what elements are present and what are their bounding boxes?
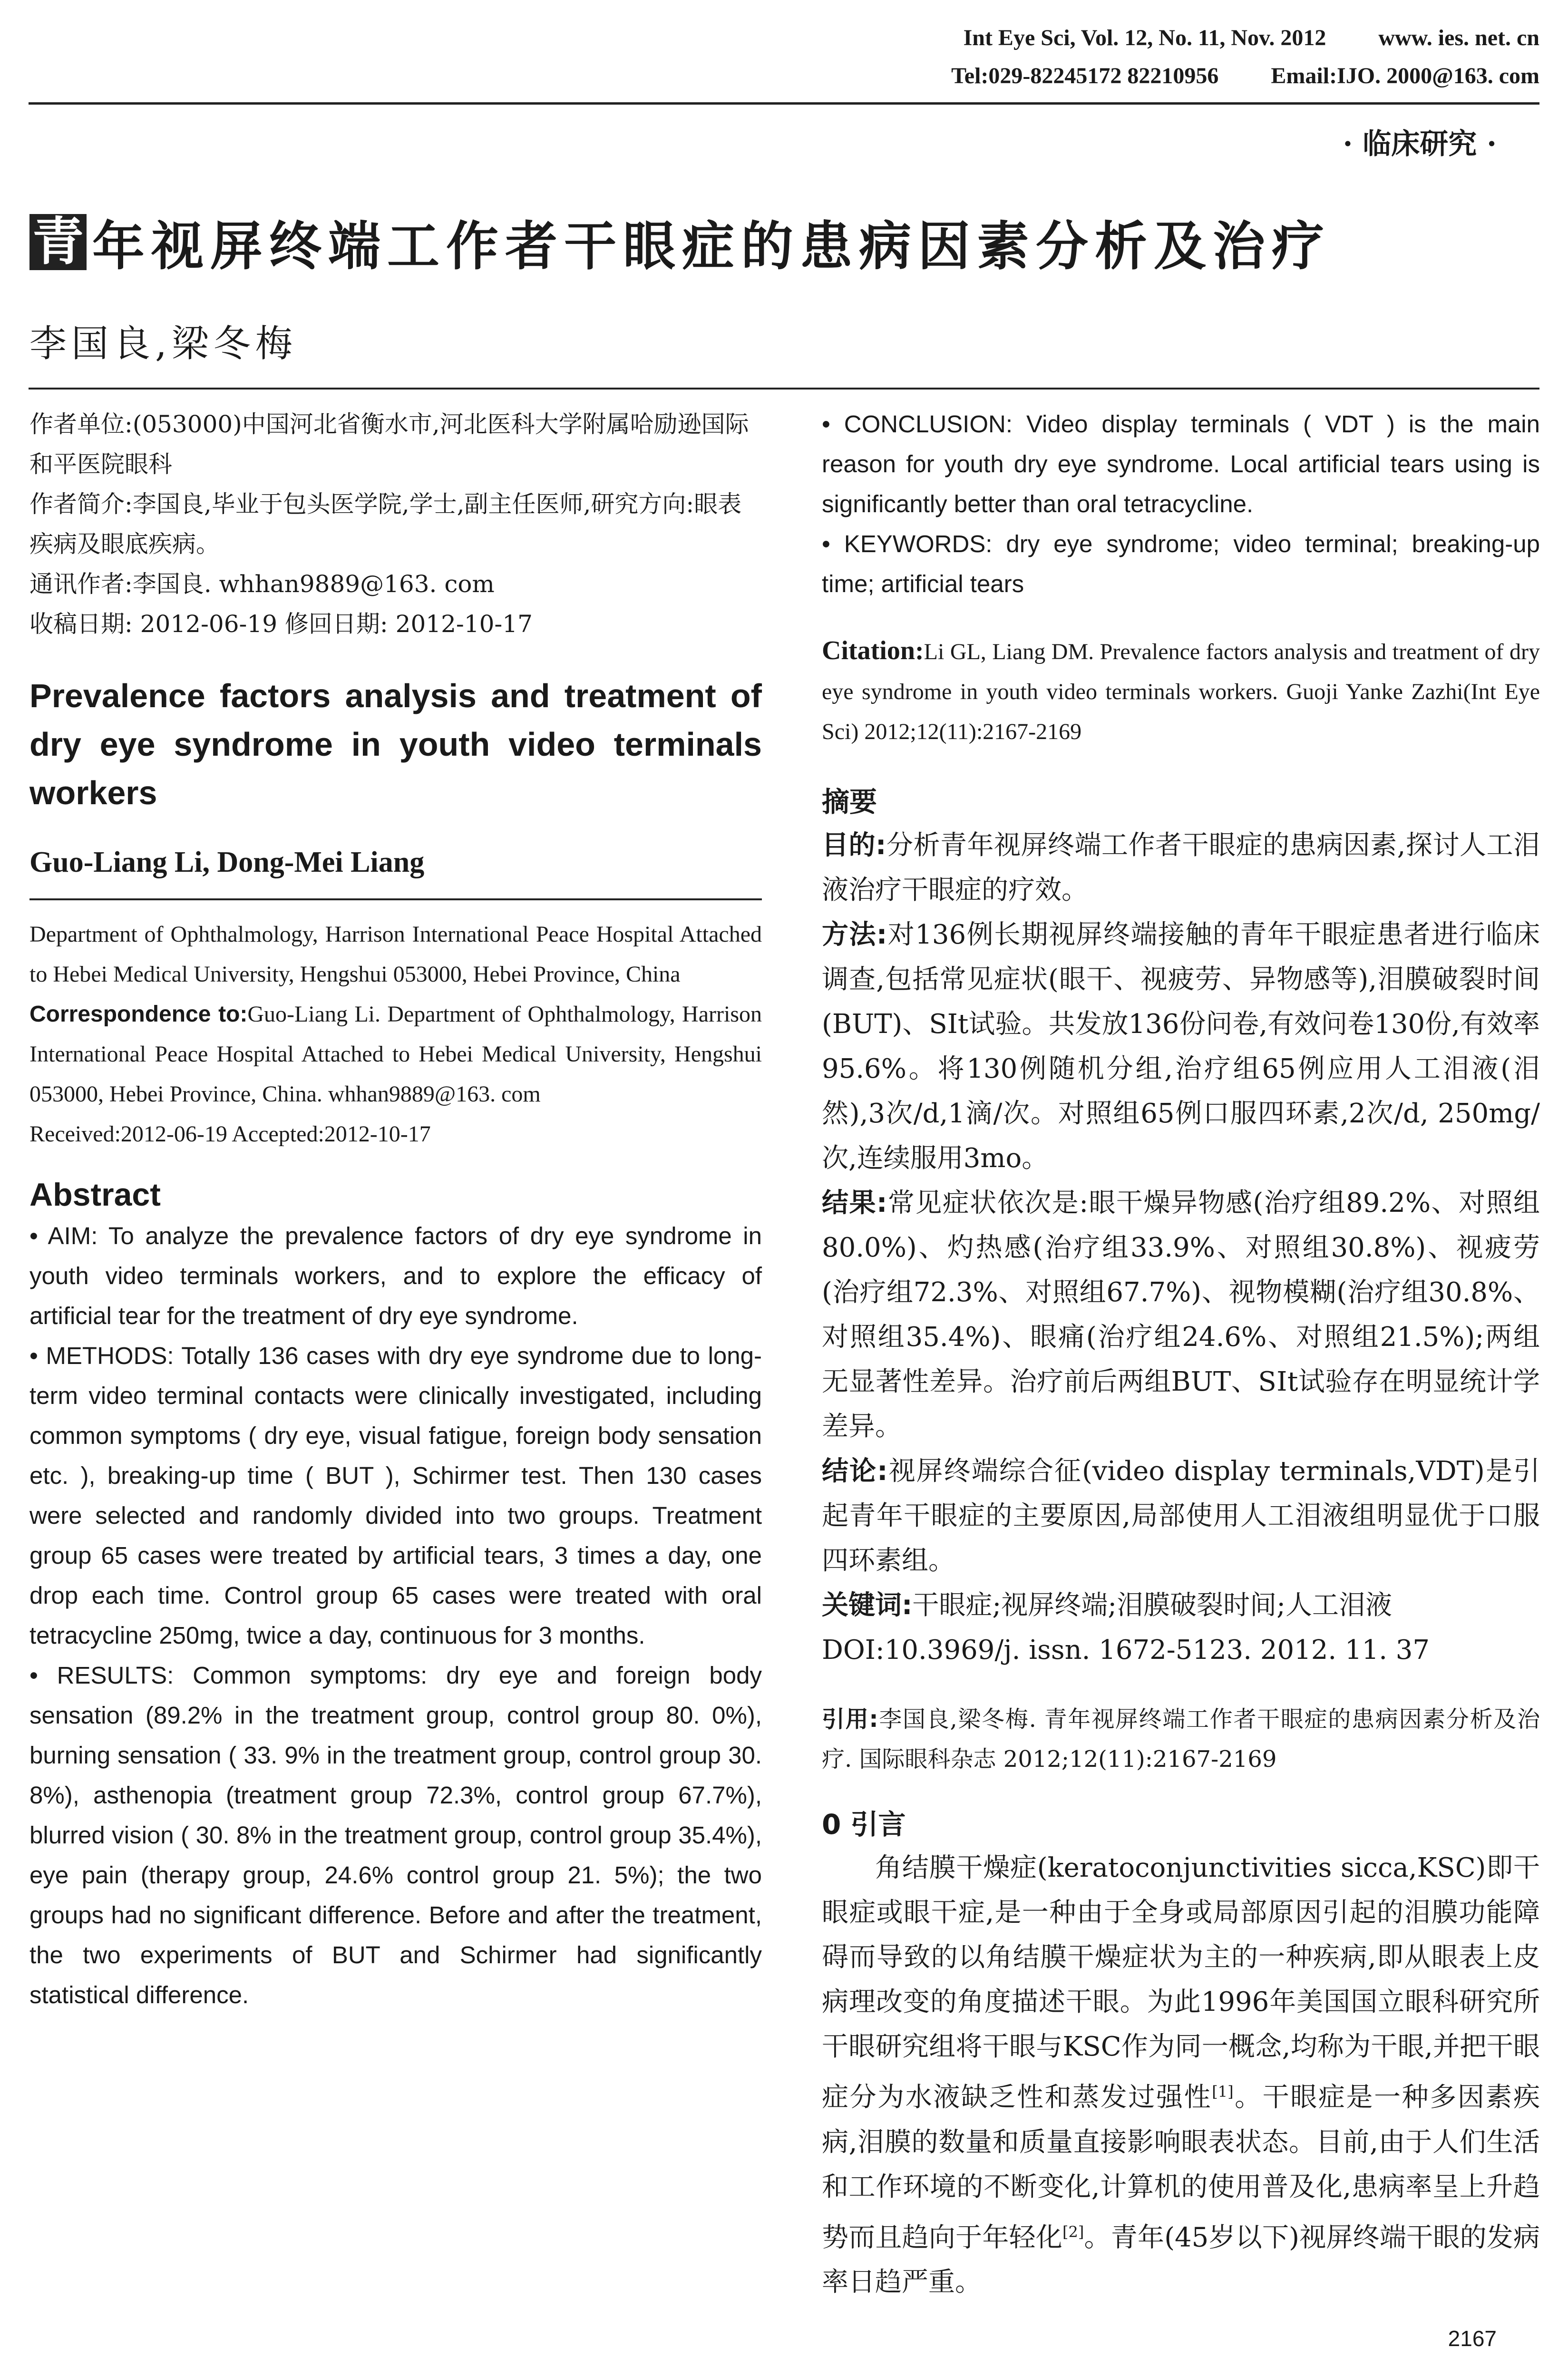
- citation-label: Citation:: [822, 636, 924, 665]
- intro-text-c: 。青年(45岁以下)视屏终端干眼的发病率日趋严重。: [822, 2222, 1540, 2298]
- affiliation: Department of Ophthalmology, Harrison International Peace Hospital Attached to Hebei Medical University, Hengshui 053000, Hebei Province, China: [29, 922, 762, 987]
- received-dates-cn: 收稿日期: 2012-06-19 修回日期: 2012-10-17: [29, 610, 533, 638]
- title-text: 年视屏终端工作者干眼症的患病因素分析及治疗: [92, 216, 1331, 277]
- header-line-1: [911, 25, 1539, 51]
- zh-methods: [822, 913, 1540, 1181]
- right-column: [822, 404, 1540, 2305]
- corresponding-author: 通讯作者:李国良. whhan9889@163. com: [29, 570, 495, 598]
- abstract-body: [29, 1216, 762, 2015]
- doi[interactable]: DOI:10.3969/j. issn. 1672-5123. 2012. 11. 37: [822, 1635, 1430, 1666]
- intro-heading: 0 引言: [822, 1808, 906, 1841]
- zh-results: [822, 1181, 1540, 1449]
- journal-email[interactable]: Email:IJO. 2000@163. com: [1271, 63, 1539, 88]
- zh-citation: [822, 1699, 1540, 1779]
- intro-body: [822, 1846, 1540, 2305]
- correspondence-label: Correspondence to:: [29, 1002, 248, 1027]
- abstract-results: • RESULTS: Common symptoms: dry eye and foreign body sensation (89.2% in the treatment group, control group 80. 0%), burning sensation ( 33. 9% in the treatment group, control group 30. 8%), asthenopia (treatment group 72.3%, control group 67.7%), blurred vision ( 30. 8% in the treatment group, control group 35.4%), eye pain (therapy group, 24.6% control group 21. 5%); the two groups had no significant difference. Before and after the treatment, the two experiments of BUT and Schirmer had significantly statistical difference.: [29, 1662, 762, 2008]
- intro-text-b: 。干眼症是一种多因素疾病,泪膜的数量和质量直接影响眼表状态。目前,由于人们生活和工作环境的不断变化,计算机的使用普及化,患病率呈上升趋势而且趋向于年轻化: [822, 2082, 1540, 2253]
- zh-keywords: [822, 1583, 1540, 1628]
- section-tag: · 临床研究 ·: [1343, 127, 1497, 161]
- zh-aim: [822, 823, 1540, 913]
- zh-results-text: 常见症状依次是:眼干燥异物感(治疗组89.2%、对照组80.0%)、灼热感(治疗组33.9%、对照组30.8%)、视疲劳(治疗组72.3%、对照组67.7%)、视物模糊(治疗组30.8%、对照组35.4%)、眼痛(治疗组24.6%、对照组21.5%);两组无显著性差异。治疗前后两组BUT、SⅠt试验存在明显统计学差异。: [822, 1188, 1540, 1442]
- citation: [822, 631, 1540, 752]
- english-title: Prevalence factors analysis and treatment of dry eye syndrome in youth video terminals workers: [29, 677, 762, 811]
- zh-conclusion-label: 结论:: [822, 1456, 888, 1487]
- reference-2[interactable]: [2]: [1062, 2222, 1084, 2241]
- abstract-keywords: • KEYWORDS: dry eye syndrome; video terminal; breaking-up time; artificial tears: [822, 530, 1540, 597]
- zh-results-label: 结果:: [822, 1188, 887, 1218]
- zh-aim-label: 目的:: [822, 830, 886, 861]
- correspondence: [29, 994, 762, 1114]
- abstract-continued: [822, 404, 1540, 604]
- reference-1[interactable]: [1]: [1212, 2083, 1234, 2101]
- zh-citation-label: 引用:: [822, 1706, 878, 1733]
- journal-tel: Tel:029-82245172 82210956: [951, 63, 1219, 88]
- intro-paragraph: [822, 1846, 1540, 2305]
- header-line-2: [899, 63, 1539, 89]
- author-bio: 作者简介:李国良,毕业于包头医学院,学士,副主任医师,研究方向:眼表疾病及眼底疾病。: [29, 490, 742, 558]
- abstract-conclusion: • CONCLUSION: Video display terminals ( VDT ) is the main reason for youth dry eye syndrome. Local artificial tears using is significantly better than oral tetracycline.: [822, 410, 1540, 517]
- authors-cn: 李国良,梁冬梅: [29, 322, 297, 365]
- zh-methods-text: 对136例长期视屏终端接触的青年干眼症患者进行临床调查,包括常见症状(眼干、视疲劳、异物感等),泪膜破裂时间(BUT)、SⅠt试验。共发放136份问卷,有效问卷130份,有效率95.6%。将130例随机分组,治疗组65例应用人工泪液(泪然),3次/d,1滴/次。对照组65例口服四环素,2次/d, 250mg/次,连续服用3mo。: [822, 919, 1540, 1174]
- zh-aim-text: 分析青年视屏终端工作者干眼症的患病因素,探讨人工泪液治疗干眼症的疗效。: [822, 830, 1540, 906]
- page-number: 2167: [1448, 2326, 1497, 2351]
- received-dates: Received:2012-06-19 Accepted:2012-10-17: [29, 1121, 431, 1147]
- zh-conclusion: [822, 1449, 1540, 1583]
- intro-text-a: 角结膜干燥症(keratoconjunctivities sicca,KSC)即干眼症或眼干症,是一种由于全身或局部原因引起的泪膜功能障碍而导致的以角结膜干燥症状为主的一种疾病,即从眼表上皮病理改变的角度描述干眼。为此1996年美国国立眼科研究所干眼研究组将干眼与KSC作为同一概念,均称为干眼,并把干眼症分为水液缺乏性和蒸发过强性: [822, 1852, 1540, 2113]
- abstract-methods: • METHODS: Totally 136 cases with dry eye syndrome due to long-term video terminal contacts were clinically investigated, including common symptoms ( dry eye, visual fatigue, foreign body sensation etc. ), breaking-up time ( BUT ), Schirmer test. Then 130 cases were selected and randomly divided into two groups. Treatment group 65 cases were treated by artificial tears, 3 times a day, one drop each time. Control group 65 cases were treated with oral tetracycline 250mg, twice a day, continuous for 3 months.: [29, 1342, 762, 1649]
- abstract-heading: Abstract: [29, 1177, 161, 1213]
- correspondence-text: Guo-Liang Li. Department of Ophthalmology, Harrison International Peace Hospital Attached to Hebei Medical University, Hengshui 053000, Hebei Province, China. whhan9889@163. com: [29, 1002, 762, 1107]
- affiliation-block: [29, 915, 762, 1154]
- zh-citation-text: 李国良,梁冬梅. 青年视屏终端工作者干眼症的患病因素分析及治疗. 国际眼科杂志 2012;12(11):2167-2169: [822, 1706, 1540, 1773]
- article-title: [29, 205, 1331, 280]
- title-first-char: 青: [29, 214, 87, 270]
- divider: [29, 898, 762, 900]
- zh-keywords-label: 关键词:: [822, 1590, 913, 1621]
- journal-header: [29, 19, 1539, 105]
- author-info-cn: [29, 404, 762, 644]
- author-unit: 作者单位:(053000)中国河北省衡水市,河北医科大学附属哈励逊国际和平医院眼科: [29, 410, 749, 478]
- zh-abstract-heading: 摘要: [822, 786, 877, 818]
- zh-methods-label: 方法:: [822, 919, 887, 950]
- divider: [29, 388, 1539, 390]
- zh-abstract-body: [822, 823, 1540, 1673]
- zh-conclusion-text: 视屏终端综合征(video display terminals,VDT)是引起青年干眼症的主要原因,局部使用人工泪液组明显优于口服四环素组。: [822, 1456, 1540, 1576]
- left-column: [29, 404, 762, 2015]
- citation-text: Li GL, Liang DM. Prevalence factors analysis and treatment of dry eye syndrome in youth video terminals workers. Guoji Yanke Zazhi(Int Eye Sci) 2012;12(11):2167-2169: [822, 639, 1540, 744]
- journal-website[interactable]: www. ies. net. cn: [1378, 25, 1539, 50]
- abstract-aim: • AIM: To analyze the prevalence factors of dry eye syndrome in youth video terminals workers, and to explore the efficacy of artificial tear for the treatment of dry eye syndrome.: [29, 1222, 762, 1329]
- zh-keywords-text: 干眼症;视屏终端;泪膜破裂时间;人工泪液: [912, 1590, 1393, 1621]
- english-authors: Guo-Liang Li, Dong-Mei Liang: [29, 846, 425, 878]
- journal-info: Int Eye Sci, Vol. 12, No. 11, Nov. 2012: [963, 25, 1326, 50]
